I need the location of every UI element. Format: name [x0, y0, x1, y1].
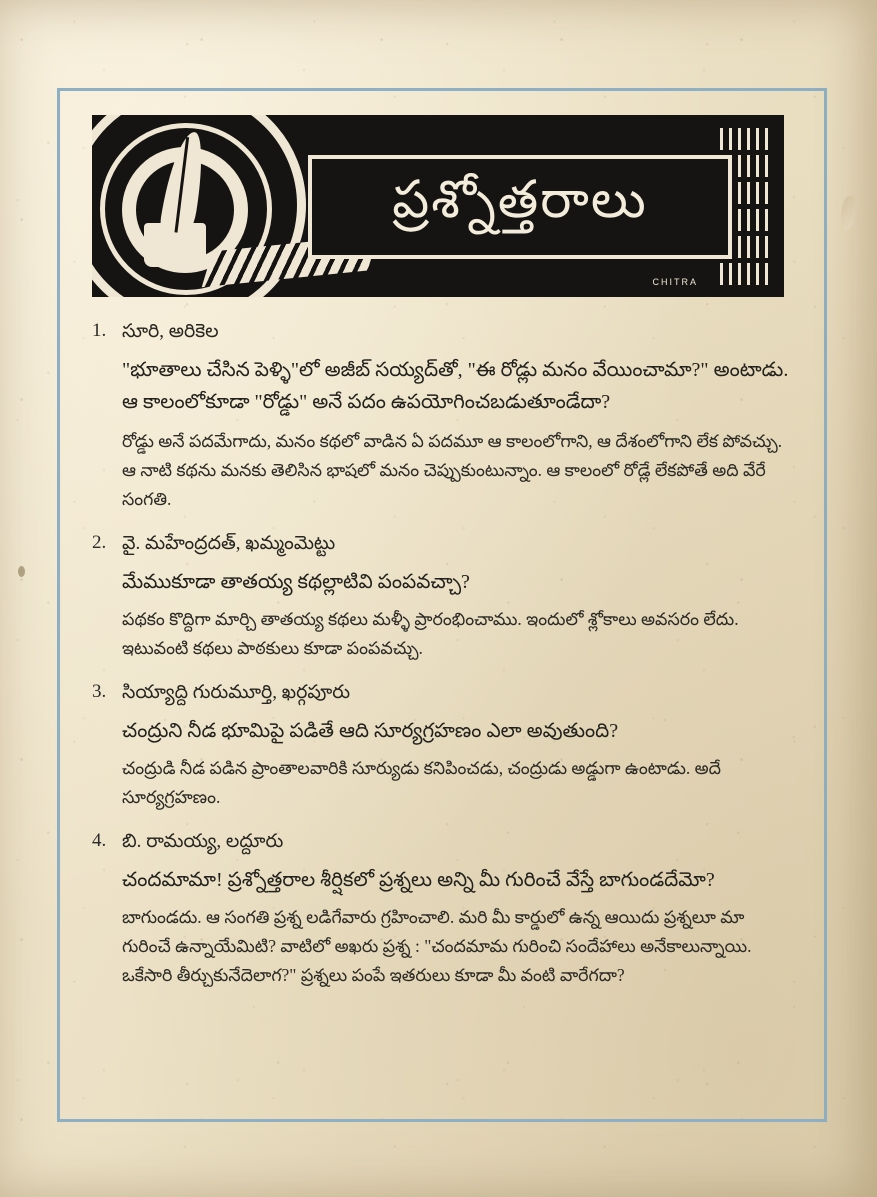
artist-credit: CHITRA [652, 277, 698, 287]
qa-body [122, 679, 792, 812]
masthead-banner [92, 115, 784, 297]
page-curl-artifact [841, 196, 855, 230]
qa-body [122, 530, 792, 663]
qa-number: 1. [92, 320, 107, 341]
page-title: ప్రశ్నోత్తరాలు [392, 172, 648, 229]
qa-number: 4. [92, 830, 107, 852]
qa-item [92, 828, 792, 990]
qa-answer: పథకం కొద్దిగా మార్చి తాతయ్య కథలు మళ్ళీ ప్రారంభించాము. ఇందులో శ్లోకాలు అవసరం లేదు. ఇటువంటి కథలు పాఠకులు కూడా పంపవచ్చు. [122, 609, 739, 659]
qa-question: చంద్రుని నీడ భూమిపై పడితే ఆది సూర్యగ్రహణం ఎలా అవుతుంది? [122, 719, 619, 742]
qa-asker: వై. మహేంద్రదత్, ఖమ్మంమెట్టు [122, 533, 336, 555]
qa-answer: రోడ్డు అనే పదమేగాదు, మనం కథలో వాడిన ఏ పదమూ ఆ కాలంలోగాని, ఆ దేశంలోగాని లేక పోవచ్చు. ఆ నాటి కథను మనకు తెలిసిన భాషలో మనం చెప్పుకుంటున్నాం. ఆ కాలంలో రోడ్లే లేకపోతే అది వేరే సంగతి. [122, 431, 783, 510]
qa-list [92, 318, 792, 1006]
qa-item [92, 530, 792, 663]
qa-number: 2. [92, 532, 107, 554]
masthead-title-box [308, 155, 732, 259]
qa-asker: సూరి, అరికెల [122, 321, 219, 342]
qa-question: "భూతాలు చేసిన పెళ్ళి"లో అజీబ్ సయ్యద్‌తో, "ఈ రోడ్లు మనం వేయించామా?" అంటాడు. ఆ కాలంలోకూడా "రోడ్డు" అనే పదం ఉపయోగించబడుతూండేదా? [122, 358, 789, 413]
qa-item [92, 679, 792, 812]
qa-asker: సియ్యాద్ది గురుమూర్తి, ఖర్గపూరు [122, 682, 351, 704]
qa-number: 3. [92, 681, 107, 703]
qa-body [122, 318, 792, 514]
ink-blot-artifact [18, 566, 25, 577]
qa-question: మేముకూడా తాతయ్య కథల్లాటివి పంపవచ్చా? [122, 570, 470, 593]
qa-question: చందమామా! ప్రశ్నోత్తరాల శీర్షికలో ప్రశ్నలు అన్ని మీ గురించే వేస్తే బాగుండదేమో? [122, 868, 715, 891]
qa-asker: బి. రామయ్య, లద్దూరు [122, 831, 284, 853]
qa-answer: చంద్రుడి నీడ పడిన ప్రాంతాలవారికి సూర్యుడు కనిపించడు, చంద్రుడు అడ్డుగా ఉంటాడు. అదే సూర్యగ్రహణం. [122, 758, 721, 808]
qa-answer: బాగుండదు. ఆ సంగతి ప్రశ్న లడిగేవారు గ్రహించాలి. మరి మీ కార్డులో ఉన్న ఆయిదు ప్రశ్నలూ మా గురించే ఉన్నాయేమిటి? వాటిలో అఖరు ప్రశ్న : "చందమామ గురించి సందేహాలు అనేకాలున్నాయి. ఒకేసారి తీర్చుకునేదెలాగ?" ప్రశ్నలు పంపే ఇతరులు కూడా మీ వంటి వారేగదా? [122, 907, 752, 986]
qa-item [92, 318, 792, 514]
qa-body [122, 828, 792, 990]
